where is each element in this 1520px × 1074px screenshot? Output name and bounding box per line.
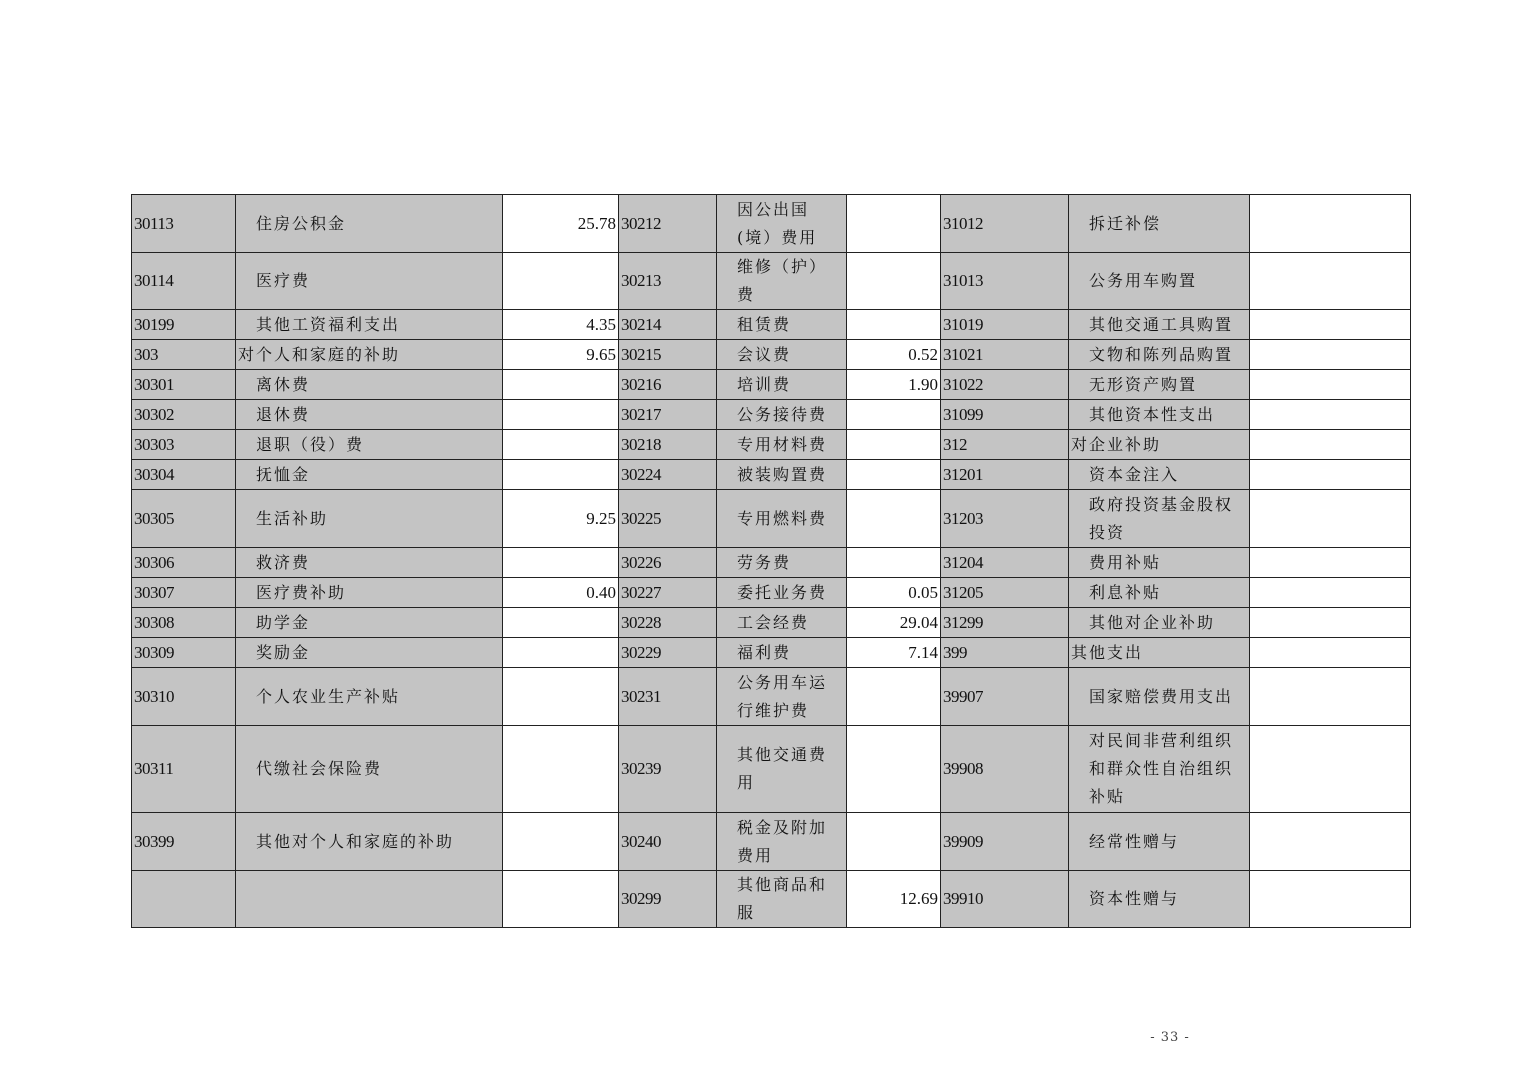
subject-name-cell: 被装购置费 — [717, 460, 847, 490]
subject-code-cell: 399 — [941, 638, 1069, 668]
subject-name-cell: 抚恤金 — [236, 460, 503, 490]
amount-cell — [1250, 726, 1411, 813]
amount-cell — [847, 490, 941, 548]
subject-code-cell: 39909 — [941, 813, 1069, 871]
subject-code-cell: 30302 — [132, 400, 236, 430]
amount-cell — [503, 430, 619, 460]
page-number: - 33 - — [1150, 1030, 1190, 1045]
subject-name-cell: 代缴社会保险费 — [236, 726, 503, 813]
table-row — [132, 638, 1411, 668]
amount-cell — [503, 400, 619, 430]
subject-name-cell: 生活补助 — [236, 490, 503, 548]
subject-name-cell: 医疗费补助 — [236, 578, 503, 608]
subject-name-cell: 文物和陈列品购置 — [1069, 340, 1250, 370]
subject-code-cell: 31205 — [941, 578, 1069, 608]
amount-cell: 7.14 — [847, 638, 941, 668]
subject-name-cell: 其他对企业补助 — [1069, 608, 1250, 638]
subject-code-cell: 30309 — [132, 638, 236, 668]
table-row — [132, 340, 1411, 370]
subject-name-cell: 其他资本性支出 — [1069, 400, 1250, 430]
subject-code-cell: 31013 — [941, 253, 1069, 310]
subject-name-cell: 资本金注入 — [1069, 460, 1250, 490]
table-row — [132, 578, 1411, 608]
subject-code-cell: 30215 — [619, 340, 717, 370]
table-row — [132, 548, 1411, 578]
subject-code-cell: 30217 — [619, 400, 717, 430]
subject-name-cell: 专用燃料费 — [717, 490, 847, 548]
subject-code-cell: 30214 — [619, 310, 717, 340]
subject-code-cell: 30227 — [619, 578, 717, 608]
subject-code-cell: 30304 — [132, 460, 236, 490]
subject-name-cell: 劳务费 — [717, 548, 847, 578]
amount-cell: 4.35 — [503, 310, 619, 340]
subject-code-cell: 30301 — [132, 370, 236, 400]
subject-code-cell: 30299 — [619, 871, 717, 928]
subject-code-cell: 30308 — [132, 608, 236, 638]
subject-code-cell: 303 — [132, 340, 236, 370]
amount-cell — [503, 253, 619, 310]
subject-code-cell: 30114 — [132, 253, 236, 310]
subject-code-cell: 31019 — [941, 310, 1069, 340]
amount-cell: 29.04 — [847, 608, 941, 638]
subject-code-cell: 30306 — [132, 548, 236, 578]
subject-name-cell: 退职（役）费 — [236, 430, 503, 460]
amount-cell — [847, 668, 941, 726]
amount-cell — [1250, 871, 1411, 928]
amount-cell — [1250, 340, 1411, 370]
subject-code-cell: 30239 — [619, 726, 717, 813]
subject-name-cell: 资本性赠与 — [1069, 871, 1250, 928]
subject-code-cell: 31299 — [941, 608, 1069, 638]
subject-code-cell: 31201 — [941, 460, 1069, 490]
subject-code-cell: 30311 — [132, 726, 236, 813]
subject-name-cell: 个人农业生产补贴 — [236, 668, 503, 726]
subject-name-cell — [236, 871, 503, 928]
amount-cell: 0.52 — [847, 340, 941, 370]
subject-name-cell: 委托业务费 — [717, 578, 847, 608]
subject-code-cell: 30231 — [619, 668, 717, 726]
table-row — [132, 253, 1411, 310]
table-row — [132, 871, 1411, 928]
amount-cell: 12.69 — [847, 871, 941, 928]
subject-name-cell: 其他工资福利支出 — [236, 310, 503, 340]
subject-name-cell: 公务用车购置 — [1069, 253, 1250, 310]
subject-code-cell: 30399 — [132, 813, 236, 871]
amount-cell — [503, 813, 619, 871]
amount-cell — [503, 638, 619, 668]
subject-code-cell: 30212 — [619, 195, 717, 253]
subject-name-cell: 福利费 — [717, 638, 847, 668]
subject-code-cell: 31099 — [941, 400, 1069, 430]
subject-name-cell: 其他支出 — [1069, 638, 1250, 668]
amount-cell — [503, 370, 619, 400]
subject-name-cell: 对民间非营利组织和群众性自治组织补贴 — [1069, 726, 1250, 813]
subject-code-cell: 30226 — [619, 548, 717, 578]
subject-name-cell: 奖励金 — [236, 638, 503, 668]
subject-code-cell: 30225 — [619, 490, 717, 548]
amount-cell — [503, 548, 619, 578]
amount-cell — [847, 726, 941, 813]
subject-name-cell: 助学金 — [236, 608, 503, 638]
table-row — [132, 430, 1411, 460]
amount-cell: 9.25 — [503, 490, 619, 548]
subject-name-cell: 专用材料费 — [717, 430, 847, 460]
subject-code-cell: 30229 — [619, 638, 717, 668]
subject-code-cell: 30307 — [132, 578, 236, 608]
amount-cell — [1250, 548, 1411, 578]
amount-cell — [847, 430, 941, 460]
subject-name-cell: 离休费 — [236, 370, 503, 400]
subject-name-cell: 国家赔偿费用支出 — [1069, 668, 1250, 726]
subject-code-cell: 30305 — [132, 490, 236, 548]
amount-cell: 1.90 — [847, 370, 941, 400]
subject-name-cell: 工会经费 — [717, 608, 847, 638]
subject-code-cell: 31204 — [941, 548, 1069, 578]
subject-name-cell: 其他交通工具购置 — [1069, 310, 1250, 340]
subject-name-cell: 对个人和家庭的补助 — [236, 340, 503, 370]
amount-cell — [503, 871, 619, 928]
subject-name-cell: 其他交通费用 — [717, 726, 847, 813]
amount-cell — [847, 813, 941, 871]
amount-cell — [1250, 608, 1411, 638]
subject-code-cell: 31203 — [941, 490, 1069, 548]
subject-name-cell: 税金及附加费用 — [717, 813, 847, 871]
subject-name-cell: 维修（护）费 — [717, 253, 847, 310]
amount-cell — [1250, 400, 1411, 430]
table-row — [132, 668, 1411, 726]
table-row — [132, 460, 1411, 490]
amount-cell — [847, 310, 941, 340]
subject-code-cell: 30199 — [132, 310, 236, 340]
amount-cell — [1250, 310, 1411, 340]
amount-cell — [1250, 578, 1411, 608]
amount-cell — [503, 608, 619, 638]
table-row — [132, 370, 1411, 400]
subject-name-cell: 医疗费 — [236, 253, 503, 310]
subject-code-cell: 30224 — [619, 460, 717, 490]
subject-code-cell: 30113 — [132, 195, 236, 253]
subject-code-cell: 312 — [941, 430, 1069, 460]
subject-code-cell: 39910 — [941, 871, 1069, 928]
table-row — [132, 195, 1411, 253]
amount-cell — [1250, 195, 1411, 253]
amount-cell — [847, 460, 941, 490]
expenditure-table — [131, 194, 1411, 928]
subject-name-cell: 租赁费 — [717, 310, 847, 340]
amount-cell: 25.78 — [503, 195, 619, 253]
amount-cell — [1250, 490, 1411, 548]
subject-code-cell: 30310 — [132, 668, 236, 726]
amount-cell: 0.40 — [503, 578, 619, 608]
amount-cell — [847, 548, 941, 578]
subject-name-cell: 培训费 — [717, 370, 847, 400]
amount-cell — [1250, 813, 1411, 871]
amount-cell — [1250, 638, 1411, 668]
subject-name-cell: 会议费 — [717, 340, 847, 370]
subject-code-cell: 30240 — [619, 813, 717, 871]
table-row — [132, 400, 1411, 430]
subject-code-cell: 31021 — [941, 340, 1069, 370]
subject-name-cell: 无形资产购置 — [1069, 370, 1250, 400]
subject-name-cell: 对企业补助 — [1069, 430, 1250, 460]
subject-name-cell: 利息补贴 — [1069, 578, 1250, 608]
subject-code-cell: 30218 — [619, 430, 717, 460]
table-row — [132, 813, 1411, 871]
amount-cell — [847, 195, 941, 253]
subject-name-cell: 其他商品和服 — [717, 871, 847, 928]
amount-cell — [1250, 668, 1411, 726]
subject-code-cell: 30213 — [619, 253, 717, 310]
amount-cell — [503, 668, 619, 726]
subject-code-cell: 39907 — [941, 668, 1069, 726]
subject-name-cell: 住房公积金 — [236, 195, 503, 253]
table-row — [132, 608, 1411, 638]
subject-code-cell: 30228 — [619, 608, 717, 638]
amount-cell: 9.65 — [503, 340, 619, 370]
subject-code-cell: 31022 — [941, 370, 1069, 400]
subject-name-cell: 拆迁补偿 — [1069, 195, 1250, 253]
amount-cell — [1250, 430, 1411, 460]
table-row — [132, 310, 1411, 340]
amount-cell: 0.05 — [847, 578, 941, 608]
subject-name-cell: 经常性赠与 — [1069, 813, 1250, 871]
amount-cell — [1250, 370, 1411, 400]
subject-name-cell: 公务用车运行维护费 — [717, 668, 847, 726]
subject-code-cell: 31012 — [941, 195, 1069, 253]
subject-name-cell: 其他对个人和家庭的补助 — [236, 813, 503, 871]
amount-cell — [847, 253, 941, 310]
subject-code-cell: 30303 — [132, 430, 236, 460]
subject-name-cell: 公务接待费 — [717, 400, 847, 430]
subject-name-cell: 政府投资基金股权投资 — [1069, 490, 1250, 548]
table-row — [132, 726, 1411, 813]
subject-name-cell: 因公出国(境）费用 — [717, 195, 847, 253]
subject-name-cell: 救济费 — [236, 548, 503, 578]
subject-name-cell: 费用补贴 — [1069, 548, 1250, 578]
amount-cell — [503, 726, 619, 813]
amount-cell — [1250, 460, 1411, 490]
subject-code-cell: 30216 — [619, 370, 717, 400]
subject-code-cell: 39908 — [941, 726, 1069, 813]
subject-name-cell: 退休费 — [236, 400, 503, 430]
table-row — [132, 490, 1411, 548]
subject-code-cell — [132, 871, 236, 928]
amount-cell — [847, 400, 941, 430]
amount-cell — [503, 460, 619, 490]
amount-cell — [1250, 253, 1411, 310]
